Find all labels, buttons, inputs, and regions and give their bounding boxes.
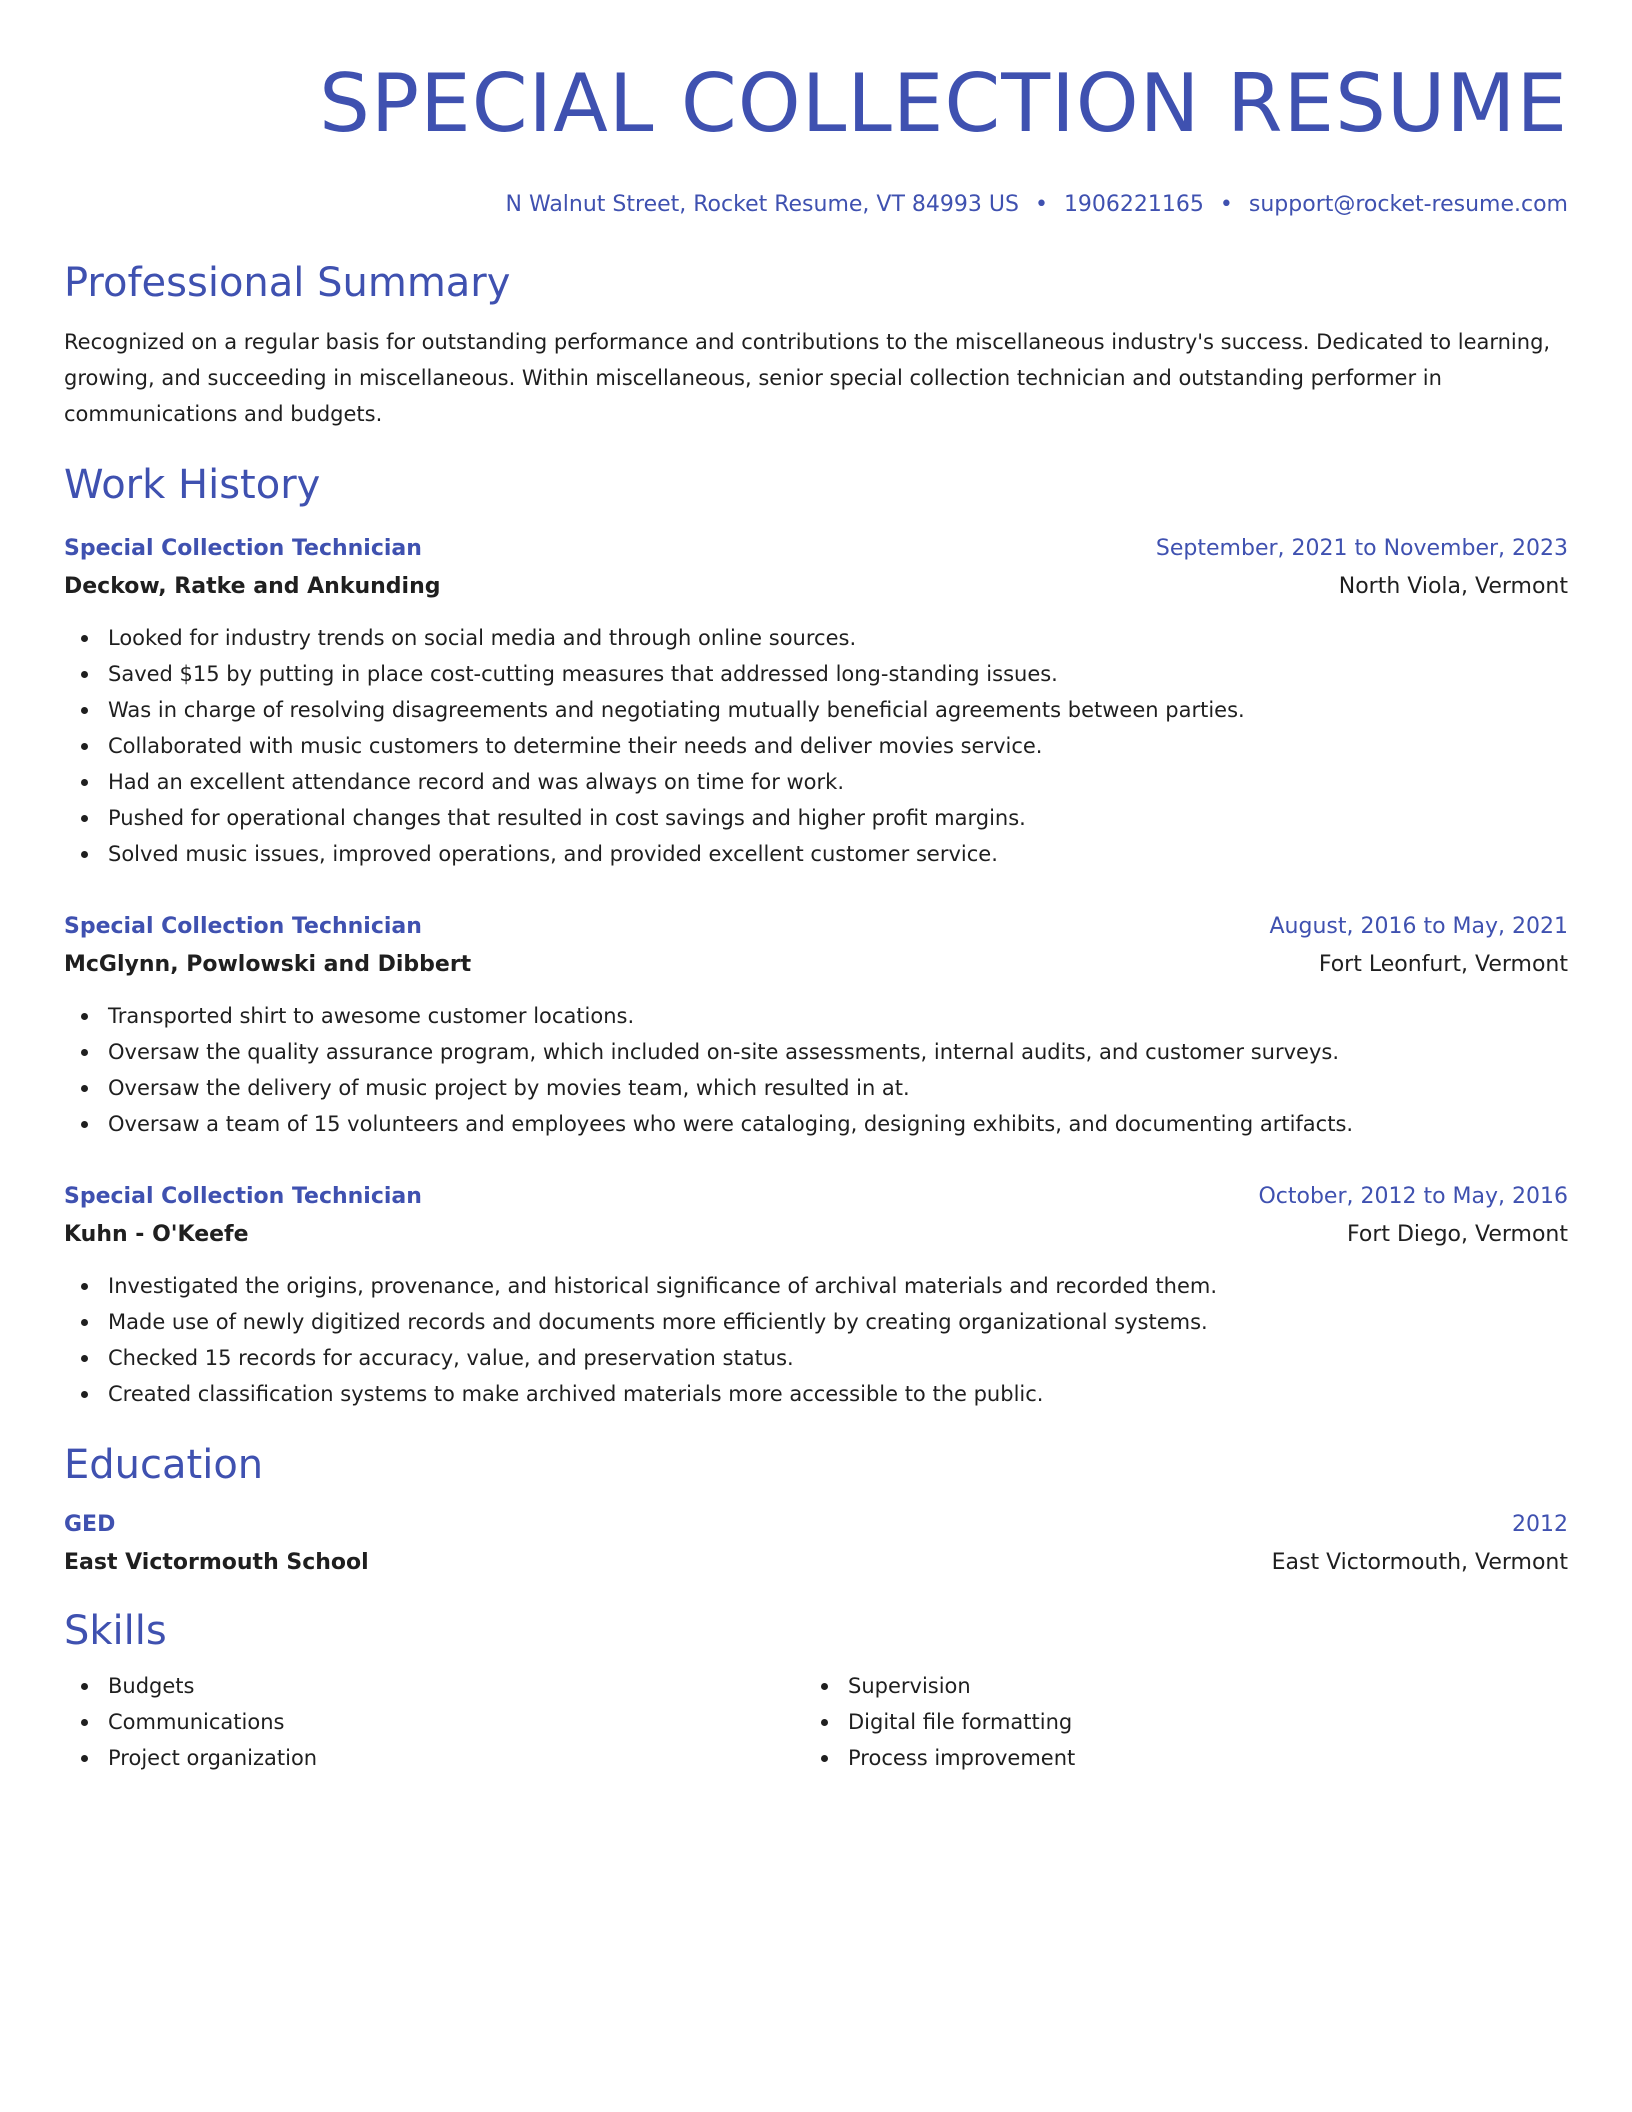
work-history-heading: Work History <box>64 462 321 508</box>
job-company: Kuhn - O'Keefe <box>64 1222 249 1247</box>
skills-list <box>804 1668 1544 1776</box>
job-company-row <box>64 568 1568 606</box>
job-dates: October, 2012 to May, 2016 <box>1258 1184 1568 1209</box>
skills-column-right <box>804 1668 1544 1776</box>
job-bullet: Oversaw the delivery of music project by movies team, which resulted in at. <box>108 1070 1568 1106</box>
skill-item: Process improvement <box>848 1740 1544 1776</box>
summary-text: Recognized on a regular basis for outstanding performance and contributions to the miscellaneous industry's success. Dedicated to learning, growing, and succeeding in miscellaneous. Within miscellaneous, senior special collection technician and outstanding performer in communications and budgets. <box>64 330 1551 426</box>
job-company: Deckow, Ratke and Ankunding <box>64 574 441 599</box>
job-bullet: Saved $15 by putting in place cost-cutting measures that addressed long-standing issues. <box>108 656 1568 692</box>
job-entry <box>64 530 1568 872</box>
education-school-row <box>64 1544 1568 1582</box>
job-company-row <box>64 946 1568 984</box>
job-bullet: Oversaw the quality assurance program, which included on-site assessments, internal audits, and customer surveys. <box>108 1034 1568 1070</box>
skill-item: Communications <box>108 1704 804 1740</box>
job-title-row <box>64 1178 1568 1216</box>
education-year: 2012 <box>1512 1512 1568 1537</box>
job-title: Special Collection Technician <box>64 536 422 561</box>
contact-phone: 1906221165 <box>1063 192 1204 217</box>
job-bullets <box>64 620 1568 872</box>
job-bullets <box>64 1268 1568 1412</box>
job-bullet: Pushed for operational changes that resulted in cost savings and higher profit margins. <box>108 800 1568 836</box>
contact-separator: • <box>1034 192 1048 217</box>
skill-item: Project organization <box>108 1740 804 1776</box>
job-title: Special Collection Technician <box>64 1184 422 1209</box>
job-bullet: Collaborated with music customers to determine their needs and deliver movies service. <box>108 728 1568 764</box>
job-bullet: Investigated the origins, provenance, and historical significance of archival materials and recorded them. <box>108 1268 1568 1304</box>
contact-address: N Walnut Street, Rocket Resume, VT 84993 US <box>505 192 1019 217</box>
job-bullet: Solved music issues, improved operations, and provided excellent customer service. <box>108 836 1568 872</box>
job-location: North Viola, Vermont <box>1338 574 1568 599</box>
job-title-row <box>64 908 1568 946</box>
education-entry <box>64 1506 1568 1582</box>
skills-list <box>64 1668 804 1776</box>
job-bullet: Had an excellent attendance record and was always on time for work. <box>108 764 1568 800</box>
job-bullets <box>64 998 1568 1142</box>
skill-item: Budgets <box>108 1668 804 1704</box>
job-company-row <box>64 1216 1568 1254</box>
skill-item: Supervision <box>848 1668 1544 1704</box>
job-bullet: Oversaw a team of 15 volunteers and employees who were cataloging, designing exhibits, and documenting artifacts. <box>108 1106 1568 1142</box>
education-degree-row <box>64 1506 1568 1544</box>
job-bullet: Looked for industry trends on social media and through online sources. <box>108 620 1568 656</box>
job-company: McGlynn, Powlowski and Dibbert <box>64 952 472 977</box>
job-dates: September, 2021 to November, 2023 <box>1155 536 1568 561</box>
resume-name: SPECIAL COLLECTION RESUME <box>319 57 1568 150</box>
skill-item: Digital file formatting <box>848 1704 1544 1740</box>
job-entry <box>64 1178 1568 1412</box>
skills-column-left <box>64 1668 804 1776</box>
job-location: Fort Diego, Vermont <box>1347 1222 1568 1247</box>
job-dates: August, 2016 to May, 2021 <box>1269 914 1568 939</box>
education-heading: Education <box>64 1442 264 1488</box>
job-bullet: Transported shirt to awesome customer locations. <box>108 998 1568 1034</box>
job-location: Fort Leonfurt, Vermont <box>1318 952 1568 977</box>
contact-line <box>64 190 1568 220</box>
summary-heading: Professional Summary <box>64 260 511 306</box>
job-bullet: Checked 15 records for accuracy, value, and preservation status. <box>108 1340 1568 1376</box>
job-entry <box>64 908 1568 1142</box>
contact-separator: • <box>1219 192 1233 217</box>
education-school: East Victormouth School <box>64 1550 369 1575</box>
skills-heading: Skills <box>64 1608 167 1654</box>
education-degree: GED <box>64 1512 116 1537</box>
skills-grid <box>64 1668 1568 1776</box>
education-location: East Victormouth, Vermont <box>1271 1550 1568 1575</box>
contact-email: support@rocket-resume.com <box>1248 192 1568 217</box>
job-title: Special Collection Technician <box>64 914 422 939</box>
job-bullet: Created classification systems to make archived materials more accessible to the public. <box>108 1376 1568 1412</box>
job-bullet: Was in charge of resolving disagreements and negotiating mutually beneficial agreements between parties. <box>108 692 1568 728</box>
job-bullet: Made use of newly digitized records and documents more efficiently by creating organizational systems. <box>108 1304 1568 1340</box>
job-title-row <box>64 530 1568 568</box>
